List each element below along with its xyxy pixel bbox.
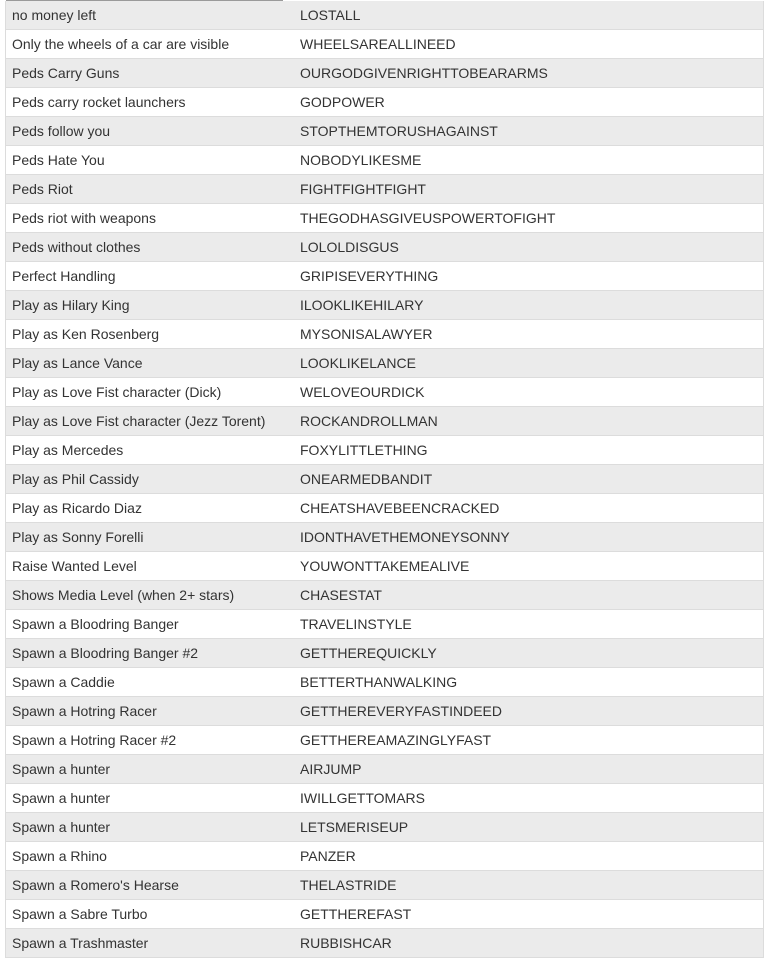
table-row — [6, 784, 764, 813]
cheat-effect: no money left — [6, 1, 290, 30]
table-row — [6, 407, 764, 436]
cheat-code: GETTHEREAMAZINGLYFAST — [289, 726, 764, 755]
cheat-code: LETSMERISEUP — [289, 813, 764, 842]
table-row — [6, 668, 764, 697]
table-row — [6, 175, 764, 204]
cheat-code: LOLOLDISGUS — [289, 233, 764, 262]
table-row — [6, 204, 764, 233]
cheat-effect: Shows Media Level (when 2+ stars) — [6, 581, 290, 610]
cheat-code: WELOVEOURDICK — [289, 378, 764, 407]
table-row — [6, 523, 764, 552]
cheat-effect: Play as Love Fist character (Dick) — [6, 378, 290, 407]
table-row — [6, 900, 764, 929]
table-row — [6, 117, 764, 146]
cheat-code: ILOOKLIKEHILARY — [289, 291, 764, 320]
cheat-code: ROCKANDROLLMAN — [289, 407, 764, 436]
cheat-code: GODPOWER — [289, 88, 764, 117]
table-row — [6, 233, 764, 262]
table-row — [6, 1, 764, 30]
cheat-effect: Play as Ricardo Diaz — [6, 494, 290, 523]
cheat-code: TRAVELINSTYLE — [289, 610, 764, 639]
cheat-code: FIGHTFIGHTFIGHT — [289, 175, 764, 204]
table-row — [6, 146, 764, 175]
table-row — [6, 581, 764, 610]
cheat-effect: Play as Mercedes — [6, 436, 290, 465]
table-row — [6, 349, 764, 378]
cheat-code: RUBBISHCAR — [289, 929, 764, 958]
cheat-effect: Play as Ken Rosenberg — [6, 320, 290, 349]
table-row — [6, 842, 764, 871]
cheat-effect: Spawn a Bloodring Banger #2 — [6, 639, 290, 668]
cheat-effect: Peds Carry Guns — [6, 59, 290, 88]
cheat-effect: Spawn a Hotring Racer — [6, 697, 290, 726]
cheat-code: GETTHEREFAST — [289, 900, 764, 929]
table-row — [6, 59, 764, 88]
cheat-effect: Spawn a Sabre Turbo — [6, 900, 290, 929]
cheat-code: THEGODHASGIVEUSPOWERTOFIGHT — [289, 204, 764, 233]
table-row — [6, 639, 764, 668]
cheat-code: YOUWONTTAKEMEALIVE — [289, 552, 764, 581]
table-row — [6, 291, 764, 320]
cheat-effect: Play as Lance Vance — [6, 349, 290, 378]
table-row — [6, 871, 764, 900]
cheat-effect: Play as Hilary King — [6, 291, 290, 320]
cheat-code: CHASESTAT — [289, 581, 764, 610]
cheat-code: LOOKLIKELANCE — [289, 349, 764, 378]
cheat-effect: Peds follow you — [6, 117, 290, 146]
cheat-code: PANZER — [289, 842, 764, 871]
cheat-code: ONEARMEDBANDIT — [289, 465, 764, 494]
cheat-effect: Spawn a Rhino — [6, 842, 290, 871]
cheat-codes-table-body — [6, 1, 764, 958]
cheat-codes-table — [5, 1, 764, 958]
table-row — [6, 465, 764, 494]
table-row — [6, 755, 764, 784]
table-row — [6, 88, 764, 117]
cheat-effect: Play as Sonny Forelli — [6, 523, 290, 552]
cheat-effect: Play as Love Fist character (Jezz Torent) — [6, 407, 290, 436]
table-row — [6, 494, 764, 523]
cheat-code: GRIPISEVERYTHING — [289, 262, 764, 291]
cheat-code: GETTHEREQUICKLY — [289, 639, 764, 668]
table-row — [6, 320, 764, 349]
cheat-effect: Spawn a Trashmaster — [6, 929, 290, 958]
cheat-code: OURGODGIVENRIGHTTOBEARARMS — [289, 59, 764, 88]
cheat-effect: Play as Phil Cassidy — [6, 465, 290, 494]
table-row — [6, 610, 764, 639]
cheat-effect: Peds riot with weapons — [6, 204, 290, 233]
table-row — [6, 262, 764, 291]
cheat-code: LOSTALL — [289, 1, 764, 30]
table-row — [6, 929, 764, 958]
table-row — [6, 813, 764, 842]
cheat-code: NOBODYLIKESME — [289, 146, 764, 175]
cheat-code: AIRJUMP — [289, 755, 764, 784]
cheat-effect: Peds without clothes — [6, 233, 290, 262]
cheat-code: STOPTHEMTORUSHAGAINST — [289, 117, 764, 146]
cheat-code: GETTHEREVERYFASTINDEED — [289, 697, 764, 726]
cheat-code: BETTERTHANWALKING — [289, 668, 764, 697]
cheat-effect: Spawn a Bloodring Banger — [6, 610, 290, 639]
table-row — [6, 697, 764, 726]
cheat-effect: Raise Wanted Level — [6, 552, 290, 581]
cheat-code: CHEATSHAVEBEENCRACKED — [289, 494, 764, 523]
cheat-effect: Only the wheels of a car are visible — [6, 30, 290, 59]
cheat-effect: Spawn a hunter — [6, 784, 290, 813]
cheat-effect: Spawn a Hotring Racer #2 — [6, 726, 290, 755]
cheat-effect: Peds Riot — [6, 175, 290, 204]
table-row — [6, 436, 764, 465]
cheat-effect: Spawn a Romero's Hearse — [6, 871, 290, 900]
cheat-code: IDONTHAVETHEMONEYSONNY — [289, 523, 764, 552]
table-row — [6, 552, 764, 581]
cheat-effect: Spawn a Caddie — [6, 668, 290, 697]
table-row — [6, 30, 764, 59]
cheat-effect: Peds Hate You — [6, 146, 290, 175]
cheat-code: MYSONISALAWYER — [289, 320, 764, 349]
cheat-effect: Spawn a hunter — [6, 813, 290, 842]
cheat-code: THELASTRIDE — [289, 871, 764, 900]
cheat-effect: Spawn a hunter — [6, 755, 290, 784]
table-row — [6, 726, 764, 755]
cheat-effect: Perfect Handling — [6, 262, 290, 291]
cheat-code: WHEELSAREALLINEED — [289, 30, 764, 59]
cheat-code: FOXYLITTLETHING — [289, 436, 764, 465]
table-row — [6, 378, 764, 407]
cheat-effect: Peds carry rocket launchers — [6, 88, 290, 117]
cheat-code: IWILLGETTOMARS — [289, 784, 764, 813]
